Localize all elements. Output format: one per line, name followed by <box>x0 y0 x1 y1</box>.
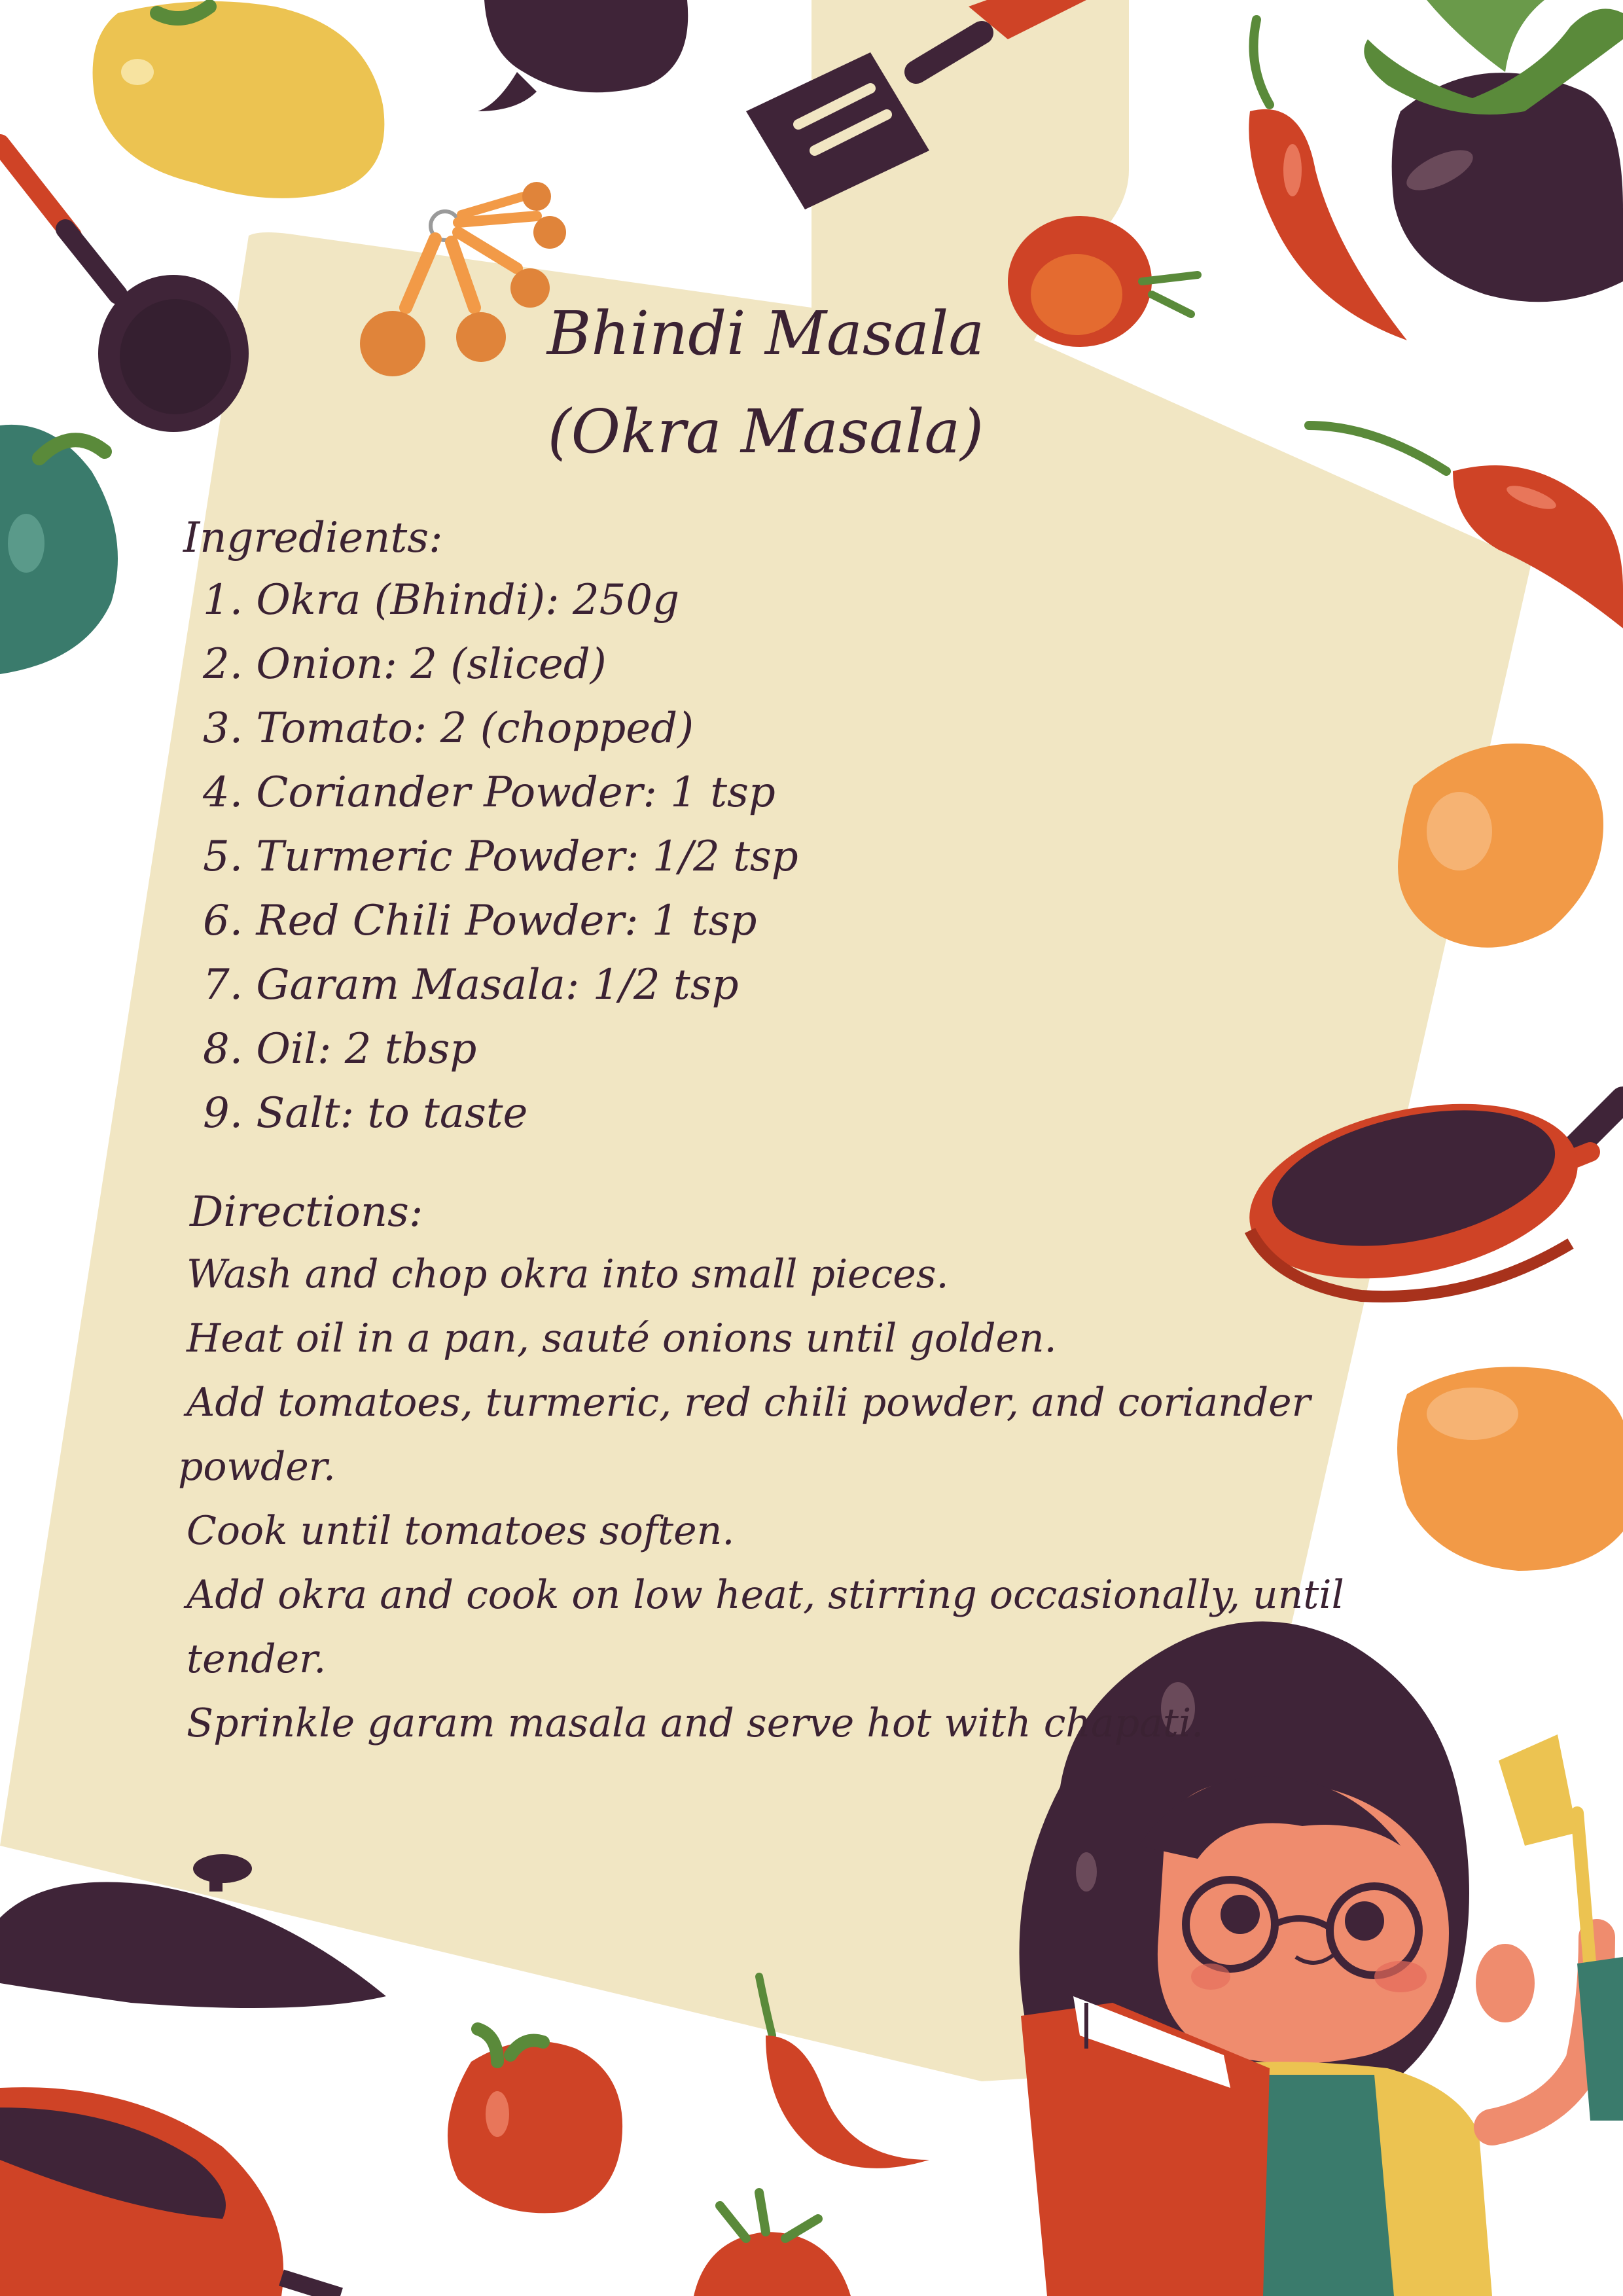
direction-line: Cook until tomatoes soften. <box>187 1508 735 1554</box>
eggplant-top-icon <box>478 0 688 111</box>
saucepan-icon <box>0 2087 340 2296</box>
potato-icon <box>1398 744 1603 948</box>
ingredient-item: 1. Okra (Bhindi): 250g <box>203 576 680 624</box>
direction-line: Add okra and cook on low heat, stirring occasionally, until <box>187 1572 1344 1618</box>
ingredient-item: 3. Tomato: 2 (chopped) <box>203 704 694 753</box>
direction-line: Wash and chop okra into small pieces. <box>187 1251 949 1297</box>
direction-line: Sprinkle garam masala and serve hot with chapati. <box>187 1700 1204 1746</box>
ingredient-item: 9. Salt: to taste <box>203 1089 528 1138</box>
potato-2-icon <box>1397 1367 1623 1571</box>
direction-line: tender. <box>187 1636 327 1682</box>
ingredient-item: 7. Garam Masala: 1/2 tsp <box>203 961 739 1009</box>
recipe-title-line1: Bhindi Masala <box>546 298 985 368</box>
yellow-pepper-icon <box>93 1 385 198</box>
ingredients-heading: Ingredients: <box>183 514 443 562</box>
ingredient-item: 6. Red Chili Powder: 1 tsp <box>203 897 757 945</box>
tomato-bottom-icon <box>694 2193 851 2296</box>
red-pepper-icon <box>448 2029 622 2213</box>
direction-line: Add tomatoes, turmeric, red chili powder, and coriander <box>187 1380 1311 1426</box>
recipe-title-line2: (Okra Masala) <box>547 397 984 467</box>
directions-heading: Directions: <box>190 1188 423 1236</box>
direction-line: powder. <box>178 1444 336 1490</box>
direction-line: Heat oil in a pan, sauté onions until golden. <box>187 1316 1057 1361</box>
green-pepper-icon <box>0 425 118 674</box>
ingredient-item: 2. Onion: 2 (sliced) <box>203 640 607 689</box>
ingredient-item: 4. Coriander Powder: 1 tsp <box>203 768 776 817</box>
ingredient-item: 8. Oil: 2 tbsp <box>203 1025 477 1073</box>
eggplant-icon <box>1364 0 1623 302</box>
ingredient-item: 5. Turmeric Powder: 1/2 tsp <box>203 833 798 881</box>
